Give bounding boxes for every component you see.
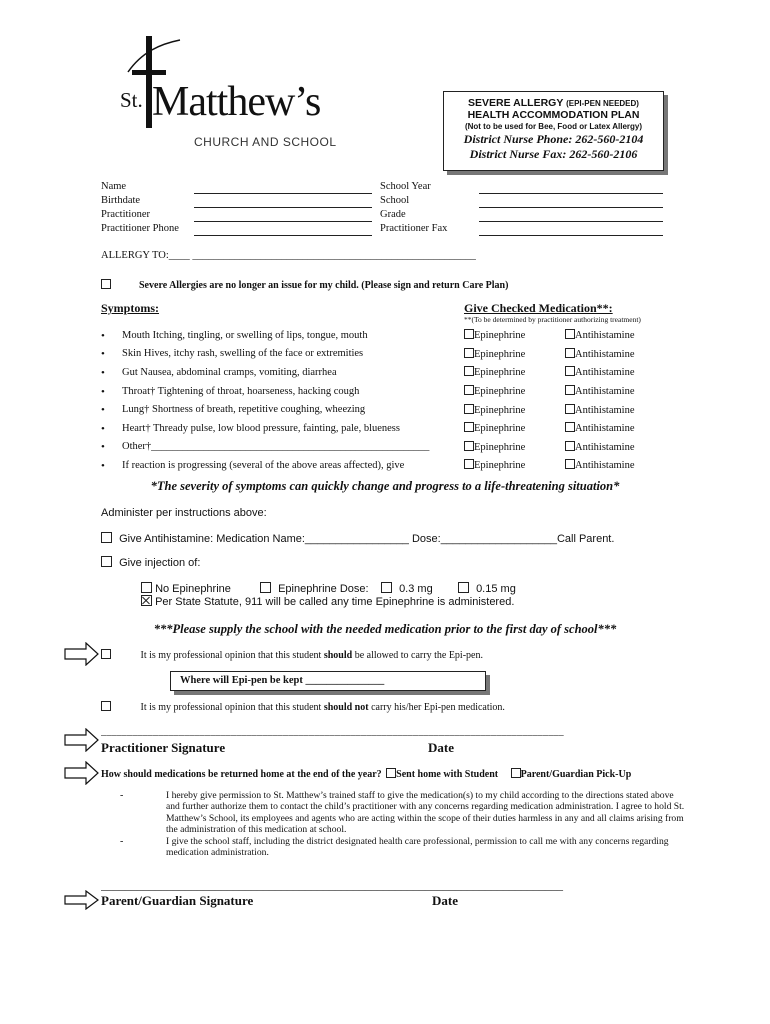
epi-checkbox[interactable] xyxy=(464,348,474,358)
epi-checkbox[interactable] xyxy=(464,329,474,339)
symptom-other[interactable]: Other†_____________________________________________________ xyxy=(122,441,430,452)
symptom-progressing: If reaction is progressing (several of the above areas affected), give xyxy=(122,460,405,471)
header-note: (Not to be used for Bee, Food or Latex Allergy) xyxy=(464,122,643,131)
logo-subtitle: CHURCH AND SCHOOL xyxy=(194,135,337,149)
anti-checkbox[interactable] xyxy=(565,459,575,469)
epi-checkbox[interactable] xyxy=(464,459,474,469)
epi-dose-row: No Epinephrine xyxy=(141,582,231,595)
parent-signature-line[interactable]: _____________________________________________________________________________ xyxy=(101,878,563,892)
no-longer-label: Severe Allergies are no longer an issue for my child. (Please sign and return Care Plan) xyxy=(139,280,509,291)
header-title: SEVERE ALLERGY xyxy=(468,97,567,109)
practitioner-signature-line[interactable]: _________________________________________________________________________________________ xyxy=(101,726,564,737)
severity-warning: *The severity of symptoms can quickly change and progress to a life-threatening situation* xyxy=(150,479,620,493)
anti-checkbox[interactable] xyxy=(565,422,575,432)
no-longer-row xyxy=(101,275,508,293)
epi-checkbox[interactable] xyxy=(464,441,474,451)
name-field[interactable] xyxy=(194,193,372,194)
epi-checkbox[interactable] xyxy=(464,385,474,395)
opinion-not-carry-row: It is my professional opinion that this student should not carry his/her Epi-pen medication. xyxy=(101,701,505,713)
anti-checkbox[interactable] xyxy=(565,329,575,339)
date-label: Date xyxy=(432,893,458,908)
where-kept-label: Where will Epi-pen be kept _______________ xyxy=(180,675,385,686)
anti-checkbox[interactable] xyxy=(565,441,575,451)
opinion-carry-row: It is my professional opinion that this student should be allowed to carry the Epi-pen. xyxy=(101,649,483,661)
consent-dash: - xyxy=(120,790,124,801)
opinion-not-carry-checkbox[interactable] xyxy=(101,701,111,711)
allergy-to[interactable]: ALLERGY TO:____ ______________________________________________________ xyxy=(101,250,476,261)
symptoms-heading: Symptoms: xyxy=(101,301,160,315)
dose-03-checkbox[interactable] xyxy=(381,582,392,593)
practitioner-fax-field[interactable] xyxy=(479,235,663,236)
symptom-skin: Skin Hives, itchy rash, swelling of the face or extremities xyxy=(122,348,364,359)
supply-notice: ***Please supply the school with the needed medication prior to the first day of school*** xyxy=(153,622,617,636)
school-field[interactable] xyxy=(479,207,663,208)
no-epi-checkbox[interactable] xyxy=(141,582,152,593)
logo-st: St. xyxy=(120,88,143,112)
sent-home-checkbox[interactable] xyxy=(386,768,396,778)
administer-label: Administer per instructions above: xyxy=(101,507,267,519)
dose-015-checkbox[interactable] xyxy=(458,582,469,593)
grade-field[interactable] xyxy=(479,221,663,222)
anti-checkbox[interactable] xyxy=(565,348,575,358)
logo-swoosh xyxy=(120,38,200,78)
practitioner-phone-label: Practitioner Phone xyxy=(101,223,179,234)
arrow-icon xyxy=(64,728,100,752)
practitioner-field[interactable] xyxy=(194,221,372,222)
anti-checkbox[interactable] xyxy=(565,366,575,376)
per-state-row: Per State Statute, 911 will be called any time Epinephrine is administered. xyxy=(141,595,514,608)
nurse-phone: District Nurse Phone: 262-560-2104 xyxy=(463,132,644,146)
parent-signature-label: Parent/Guardian Signature xyxy=(101,893,254,908)
practitioner-label: Practitioner xyxy=(101,209,150,220)
per-state-checkbox[interactable] xyxy=(141,595,152,606)
parent-pickup-checkbox[interactable] xyxy=(511,768,521,778)
grade-label: Grade xyxy=(380,209,406,220)
epi-checkbox[interactable] xyxy=(464,422,474,432)
give-med-heading: Give Checked Medication**: xyxy=(464,301,613,315)
symptom-lung: Lung† Shortness of breath, repetitive coughing, wheezing xyxy=(122,404,366,415)
epi-dose-checkbox[interactable] xyxy=(260,582,271,593)
symptom-throat: Throat† Tightening of throat, hoarseness, hacking cough xyxy=(122,386,360,397)
school-year-label: School Year xyxy=(380,181,431,192)
practitioner-phone-field[interactable] xyxy=(194,235,372,236)
birthdate-field[interactable] xyxy=(194,207,372,208)
logo-name: Matthew’s xyxy=(152,79,321,125)
school-label: School xyxy=(380,195,410,206)
opinion-carry-checkbox[interactable] xyxy=(101,649,111,659)
arrow-icon xyxy=(64,642,100,666)
birthdate-label: Birthdate xyxy=(101,195,141,206)
consent-paragraph-1: I hereby give permission to St. Matthew’s trained staff to give the medication(s) to my child according to the directions stated above and further authorize them to contact the child’s practitioner with any concerns regarding medication administration. I agree to hold St. Matthew’s School, its employees and agents who are acting within the scope of their duties harmless in any and all claims arising from the administration of this medication at school. xyxy=(166,790,685,835)
no-longer-checkbox[interactable] xyxy=(101,279,111,289)
date-label: Date xyxy=(428,740,454,755)
symptom-heart: Heart† Thready pulse, low blood pressure, fainting, pale, blueness xyxy=(122,423,400,434)
anti-checkbox[interactable] xyxy=(565,404,575,414)
epi-checkbox[interactable] xyxy=(464,366,474,376)
give-injection-checkbox[interactable] xyxy=(101,556,112,567)
practitioner-fax-label: Practitioner Fax xyxy=(380,223,448,234)
symptom-mouth: Mouth Itching, tingling, or swelling of lips, tongue, mouth xyxy=(122,330,368,341)
return-question-row: How should medications be returned home at the end of the year? Sent home with Student Parent/Guardian Pick-Up xyxy=(101,769,632,780)
header-subtitle: HEALTH ACCOMMODATION PLAN xyxy=(467,109,640,121)
name-label: Name xyxy=(101,181,127,192)
arrow-icon xyxy=(64,761,100,785)
nurse-fax: District Nurse Fax: 262-560-2106 xyxy=(469,147,638,161)
arrow-icon xyxy=(64,890,100,910)
injection-row: Give injection of: xyxy=(101,556,200,569)
consent-dash: - xyxy=(120,836,124,847)
practitioner-signature-label: Practitioner Signature xyxy=(101,740,226,755)
where-kept-box[interactable] xyxy=(170,671,486,691)
antihistamine-row: Give Antihistamine: Medication Name:_________________ Dose:___________________Call Parent. xyxy=(101,532,614,545)
return-question: How should medications be returned home at the end of the year? xyxy=(101,769,382,780)
epi-checkbox[interactable] xyxy=(464,404,474,414)
symptom-gut: Gut Nausea, abdominal cramps, vomiting, diarrhea xyxy=(122,367,337,378)
school-year-field[interactable] xyxy=(479,193,663,194)
give-antihistamine-checkbox[interactable] xyxy=(101,532,112,543)
give-med-note: **(To be determined by practitioner authorizing treatment) xyxy=(464,315,641,324)
anti-checkbox[interactable] xyxy=(565,385,575,395)
header-box: SEVERE ALLERGY (EPI-PEN NEEDED) HEALTH ACCOMMODATION PLAN (Not to be used for Bee, Food or Latex Allergy) District Nurse Phone: 262-560-2104 District Nurse Fax: 262-560-2106 xyxy=(443,91,664,171)
consent-paragraph-2: I give the school staff, including the district designated health care professional, permission to call me with any concerns regarding medication administration. xyxy=(166,836,669,859)
